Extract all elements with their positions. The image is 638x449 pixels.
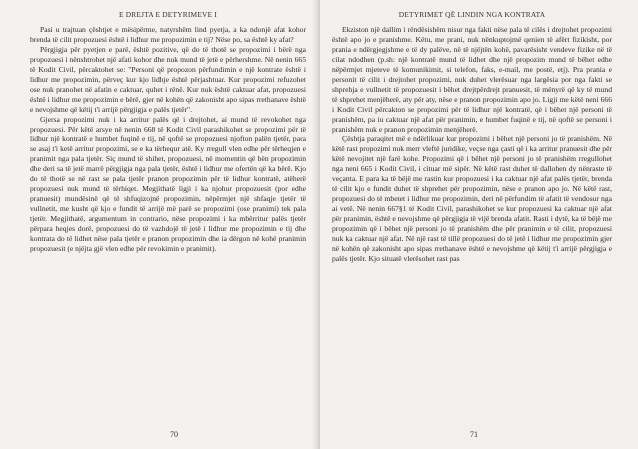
- right-page-text: [332, 25, 612, 264]
- left-page: [0, 0, 318, 449]
- right-paragraph-2: Çështja paraqitet më e ndërlikuar kur propozimi i bëhet një personi jo të pranishëm. Në këtë rast propozimi nuk merr vleftë juridike, veçse nga çasti që i ka arritur pranuesit dhe për këtë nevojitet një farë kohe. Propozimi që i bëhet një personi jo të pranishëm rregullohet nga neni 665 i Kodit Civil, i cituar më sipër. Në këtë rast duhet të dallohen dy nënraste të veçanta. E para ka të bëjë me rastin kur propozuesi i ka caktuar një afat palës tjetër, brenda të cilit kjo e fundit duhet të shprehet për propozimin, nëse e pranon apo jo. Në këtë rast, propozuesi do të mbetet i lidhur me propozimin, deri në përfundim të afatit të vendosur nga ai vetë. Në nenin 667§1 të Kodit Civil, parashikohet se kur propozuesi ka caktuar një afat për pranimin, është e nevojshme që përgjigja të vijë brenda afatit. Rasti i dytë, ka të bëjë me propozimin që i bëhet një personi jo të pranishëm dhe për pranimin e të cilit, propozuesi nuk ka caktuar një afat. Në një rast të tillë propozuesi do të jetë i lidhur me propozimin gjer në kohën që zakonisht apo sipas rrethanave është e nevojshme që këtij t'i arrijë përgjigja e palës tjetër. Kjo situatë vlerësohet rast pas: [332, 134, 612, 263]
- left-running-head: E DREJTA E DETYRIMEVE I: [118, 10, 218, 19]
- right-running-head: DETYRIMET QË LINDIN NGA KONTRATA: [398, 10, 546, 19]
- left-page-text: [30, 25, 306, 254]
- left-paragraph-1: Pasi u trajtuan çështjet e mësipërme, natyrshëm lind pyetja, a ka ndonjë afat kohor brenda të cilit propozuesi është i lidhur me propozimin e tij? Nëse po, sa është ky afat?: [30, 25, 306, 44]
- right-page: [320, 0, 638, 449]
- left-page-number: 70: [170, 430, 178, 439]
- right-paragraph-1: Ekziston një dallim i rëndësishëm nisur nga fakti nëse pala të cilës i drejtohet propozimi është apo jo e pranishme. Këtu, me prani, nuk nënkuptojmë qenien të afërt fizikisht, por prania e ndërgjegjshme e të dy palëve, në të njëjtën kohë, pavarësisht vendeve fizike në të cilat ndodhen (p.sh: një kontratë mund të lidhet dhe një propozim mund të bëhet edhe nëpërmjet mjeteve të komunikimit, si telefon, faks, e-mail, me postë, etj). Pra prania e personit të cilit i drejtohet propozimi, nuk duhet vlerësuar nga largësia por nga fakti se shprehja e vullnetit të propozuesit i bëhet drejtpërdrejt pranuesit, të mënyrë që ky të mund të shprehet menjëherë, aty për aty, nëse e pranon propozimin apo jo. Ligji me këtë neni 666 i Kodit Civil përcakton se propozimi për të lidhur një kontratë, që i bëhet një personi të pranishëm, pa iu caktuar një afat për pranimin, e humbet fuqinë e tij, në qoftë se personi i pranishëm nuk e pranon propozimin menjëherë.: [332, 25, 612, 134]
- right-page-number: 71: [470, 430, 478, 439]
- left-paragraph-2: Përgjigja për pyetjen e parë, është pozitive, që do të thotë se propozimi i bërë nga propozuesi i nënshtrohet një afati kohor dhe nuk mund të jetë e përhershme. Në nenin 665 të Kodit Civil, përcaktohet se: "Personi që propozon përfundimin e një kontrate është i lidhur me propozimin, përveç kur kjo lidhje është përjashtuar. Kur propozimi refuzohet ose nuk pranohet në afatin e caktuar, quhet i rënë. Kur nuk është caktuar afat, propozuesi është i lidhur me propozimin e bërë, gjer në kohën që zakonisht apo sipas rrethanave është e nevojshme që këtij t'i arrijë përgjigja e palës tjetër".: [30, 44, 306, 114]
- left-paragraph-3: Gjersa propozimi nuk i ka arritur palës që i drejtohet, ai mund të revokohet nga propozuesi. Për këtë arsye në nenin 668 të Kodit Civil parashikohet se propozimi për të lidhur një kontratë e humbet fuqinë e tij, në qoftë se propozuesi njofton palën tjetër, para se asaj t'i ketë arritur propozimi, se e ka tërhequr atë. Ky rregull vlen edhe për tërheqjen e pranimit nga pala tjetër. Siç mund të shihet, propozuesi, në momentin që bën propozimin dhe deri sa të jetë marrë përgjigja nga pala tjetër, është i lidhur me ofertën që ka bërë. Kjo do të thotë se në rast se pala tjetër pranon propozimin për të lidhur kontratë, atëherë propozuesi nuk mund të tërhiqet. Megjithatë ligji i ka njohur propozuesit (por edhe pranuesit) mundësinë që të shfuqizojnë propozimin, nëpërmjet një shfaqje tjetër të vullnetit, me kusht që kjo e fundit të arrijë më parë se propozimi (ose pranimi) tek pala tjetër. Megjithatë, argumentum in contrario, nëse propozimi i ka mbërritur palës tjetër përpara heqjes dorë, propozuesi do të vazhdojë të jetë i lidhur me propozimin e tij dhe kontrata do të lidhet nëse pala tjetër e pranon propozimin dhe ia dërgon në kohë pranimin propozuesit (e njëjta gjë vlen edhe për revokimin e pranimit).: [30, 114, 306, 253]
